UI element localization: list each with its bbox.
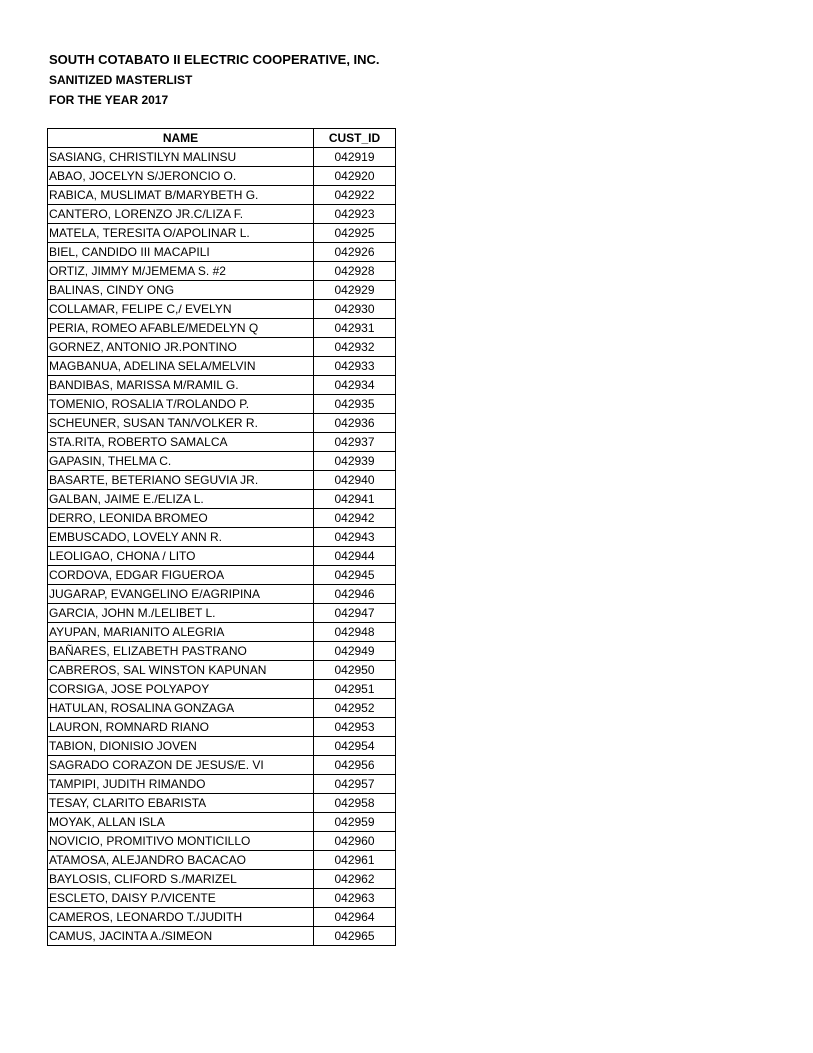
customer-id-cell: 042931 [314,319,396,338]
document-year: FOR THE YEAR 2017 [49,93,169,107]
table-row [48,794,396,813]
customer-id-cell: 042937 [314,433,396,452]
document-subtitle: SANITIZED MASTERLIST [49,73,193,87]
customer-name-cell: HATULAN, ROSALINA GONZAGA [48,699,314,718]
customer-id-cell: 042947 [314,604,396,623]
customer-id-cell: 042960 [314,832,396,851]
table-row [48,433,396,452]
customer-name-cell: CORDOVA, EDGAR FIGUEROA [48,566,314,585]
customer-id-cell: 042949 [314,642,396,661]
table-row [48,300,396,319]
customer-name-cell: ESCLETO, DAISY P./VICENTE [48,889,314,908]
table-row [48,547,396,566]
table-row [48,585,396,604]
table-row [48,832,396,851]
customer-id-cell: 042962 [314,870,396,889]
column-header-name: NAME [48,129,314,148]
customer-name-cell: BAYLOSIS, CLIFORD S./MARIZEL [48,870,314,889]
customer-name-cell: SASIANG, CHRISTILYN MALINSU [48,148,314,167]
customer-name-cell: MATELA, TERESITA O/APOLINAR L. [48,224,314,243]
table-row [48,281,396,300]
customer-name-cell: LEOLIGAO, CHONA / LITO [48,547,314,566]
customer-name-cell: CAMEROS, LEONARDO T./JUDITH [48,908,314,927]
customer-id-cell: 042965 [314,927,396,946]
customer-name-cell: SAGRADO CORAZON DE JESUS/E. VI [48,756,314,775]
customer-name-cell: NOVICIO, PROMITIVO MONTICILLO [48,832,314,851]
customer-id-cell: 042941 [314,490,396,509]
table-header-row [48,129,396,148]
table-row [48,490,396,509]
customer-id-cell: 042961 [314,851,396,870]
customer-name-cell: GARCIA, JOHN M./LELIBET L. [48,604,314,623]
customer-name-cell: LAURON, ROMNARD RIANO [48,718,314,737]
customer-id-cell: 042953 [314,718,396,737]
customer-name-cell: BAÑARES, ELIZABETH PASTRANO [48,642,314,661]
document-header [49,50,380,110]
customer-name-cell: ATAMOSA, ALEJANDRO BACACAO [48,851,314,870]
customer-id-cell: 042929 [314,281,396,300]
customer-name-cell: TABION, DIONISIO JOVEN [48,737,314,756]
customer-id-cell: 042926 [314,243,396,262]
customer-name-cell: SCHEUNER, SUSAN TAN/VOLKER R. [48,414,314,433]
table-row [48,718,396,737]
customer-id-cell: 042946 [314,585,396,604]
table-row [48,756,396,775]
table-row [48,870,396,889]
table-row [48,167,396,186]
table-row [48,661,396,680]
customer-id-cell: 042952 [314,699,396,718]
table-row [48,376,396,395]
customer-id-cell: 042934 [314,376,396,395]
table-row [48,224,396,243]
customer-name-cell: GAPASIN, THELMA C. [48,452,314,471]
customer-id-cell: 042948 [314,623,396,642]
customer-name-cell: EMBUSCADO, LOVELY ANN R. [48,528,314,547]
customer-name-cell: CORSIGA, JOSE POLYAPOY [48,680,314,699]
customer-id-cell: 042928 [314,262,396,281]
customer-name-cell: DERRO, LEONIDA BROMEO [48,509,314,528]
table-row [48,262,396,281]
customer-id-cell: 042935 [314,395,396,414]
customer-id-cell: 042923 [314,205,396,224]
customer-name-cell: CAMUS, JACINTA A./SIMEON [48,927,314,946]
table-row [48,566,396,585]
customer-name-cell: MOYAK, ALLAN ISLA [48,813,314,832]
table-row [48,737,396,756]
table-row [48,851,396,870]
customer-name-cell: GORNEZ, ANTONIO JR.PONTINO [48,338,314,357]
customer-name-cell: BASARTE, BETERIANO SEGUVIA JR. [48,471,314,490]
customer-name-cell: COLLAMAR, FELIPE C,/ EVELYN [48,300,314,319]
table-row [48,395,396,414]
customer-id-cell: 042957 [314,775,396,794]
customer-id-cell: 042925 [314,224,396,243]
customer-name-cell: CABREROS, SAL WINSTON KAPUNAN [48,661,314,680]
table-row [48,813,396,832]
table-row [48,414,396,433]
table-row [48,775,396,794]
customer-name-cell: STA.RITA, ROBERTO SAMALCA [48,433,314,452]
table-row [48,680,396,699]
customer-id-cell: 042956 [314,756,396,775]
customer-name-cell: BIEL, CANDIDO III MACAPILI [48,243,314,262]
customer-name-cell: AYUPAN, MARIANITO ALEGRIA [48,623,314,642]
customer-id-cell: 042943 [314,528,396,547]
customer-id-cell: 042964 [314,908,396,927]
customer-name-cell: TESAY, CLARITO EBARISTA [48,794,314,813]
table-row [48,908,396,927]
customer-name-cell: MAGBANUA, ADELINA SELA/MELVIN [48,357,314,376]
table-row [48,528,396,547]
customer-id-cell: 042940 [314,471,396,490]
table-row [48,509,396,528]
column-header-cust-id: CUST_ID [314,129,396,148]
table-row [48,642,396,661]
customer-id-cell: 042919 [314,148,396,167]
customer-name-cell: BALINAS, CINDY ONG [48,281,314,300]
table-row [48,471,396,490]
customer-id-cell: 042944 [314,547,396,566]
customer-id-cell: 042933 [314,357,396,376]
customer-id-cell: 042959 [314,813,396,832]
table-row [48,357,396,376]
table-row [48,148,396,167]
table-row [48,205,396,224]
table-row [48,338,396,357]
table-body [48,148,396,946]
customer-name-cell: CANTERO, LORENZO JR.C/LIZA F. [48,205,314,224]
masterlist-table [47,128,396,946]
customer-name-cell: RABICA, MUSLIMAT B/MARYBETH G. [48,186,314,205]
customer-name-cell: TAMPIPI, JUDITH RIMANDO [48,775,314,794]
table-row [48,452,396,471]
table-row [48,927,396,946]
customer-name-cell: ORTIZ, JIMMY M/JEMEMA S. #2 [48,262,314,281]
customer-name-cell: TOMENIO, ROSALIA T/ROLANDO P. [48,395,314,414]
customer-id-cell: 042954 [314,737,396,756]
customer-name-cell: BANDIBAS, MARISSA M/RAMIL G. [48,376,314,395]
customer-id-cell: 042945 [314,566,396,585]
table-row [48,699,396,718]
table-row [48,604,396,623]
customer-name-cell: PERIA, ROMEO AFABLE/MEDELYN Q [48,319,314,338]
customer-id-cell: 042939 [314,452,396,471]
customer-id-cell: 042922 [314,186,396,205]
table-row [48,623,396,642]
table-row [48,243,396,262]
customer-id-cell: 042963 [314,889,396,908]
customer-id-cell: 042920 [314,167,396,186]
company-title: SOUTH COTABATO II ELECTRIC COOPERATIVE, INC. [49,52,380,67]
table-row [48,319,396,338]
customer-id-cell: 042942 [314,509,396,528]
customer-name-cell: GALBAN, JAIME E./ELIZA L. [48,490,314,509]
customer-id-cell: 042932 [314,338,396,357]
table-row [48,186,396,205]
customer-name-cell: ABAO, JOCELYN S/JERONCIO O. [48,167,314,186]
customer-id-cell: 042951 [314,680,396,699]
customer-id-cell: 042958 [314,794,396,813]
table-row [48,889,396,908]
customer-id-cell: 042930 [314,300,396,319]
customer-name-cell: JUGARAP, EVANGELINO E/AGRIPINA [48,585,314,604]
customer-id-cell: 042950 [314,661,396,680]
customer-id-cell: 042936 [314,414,396,433]
